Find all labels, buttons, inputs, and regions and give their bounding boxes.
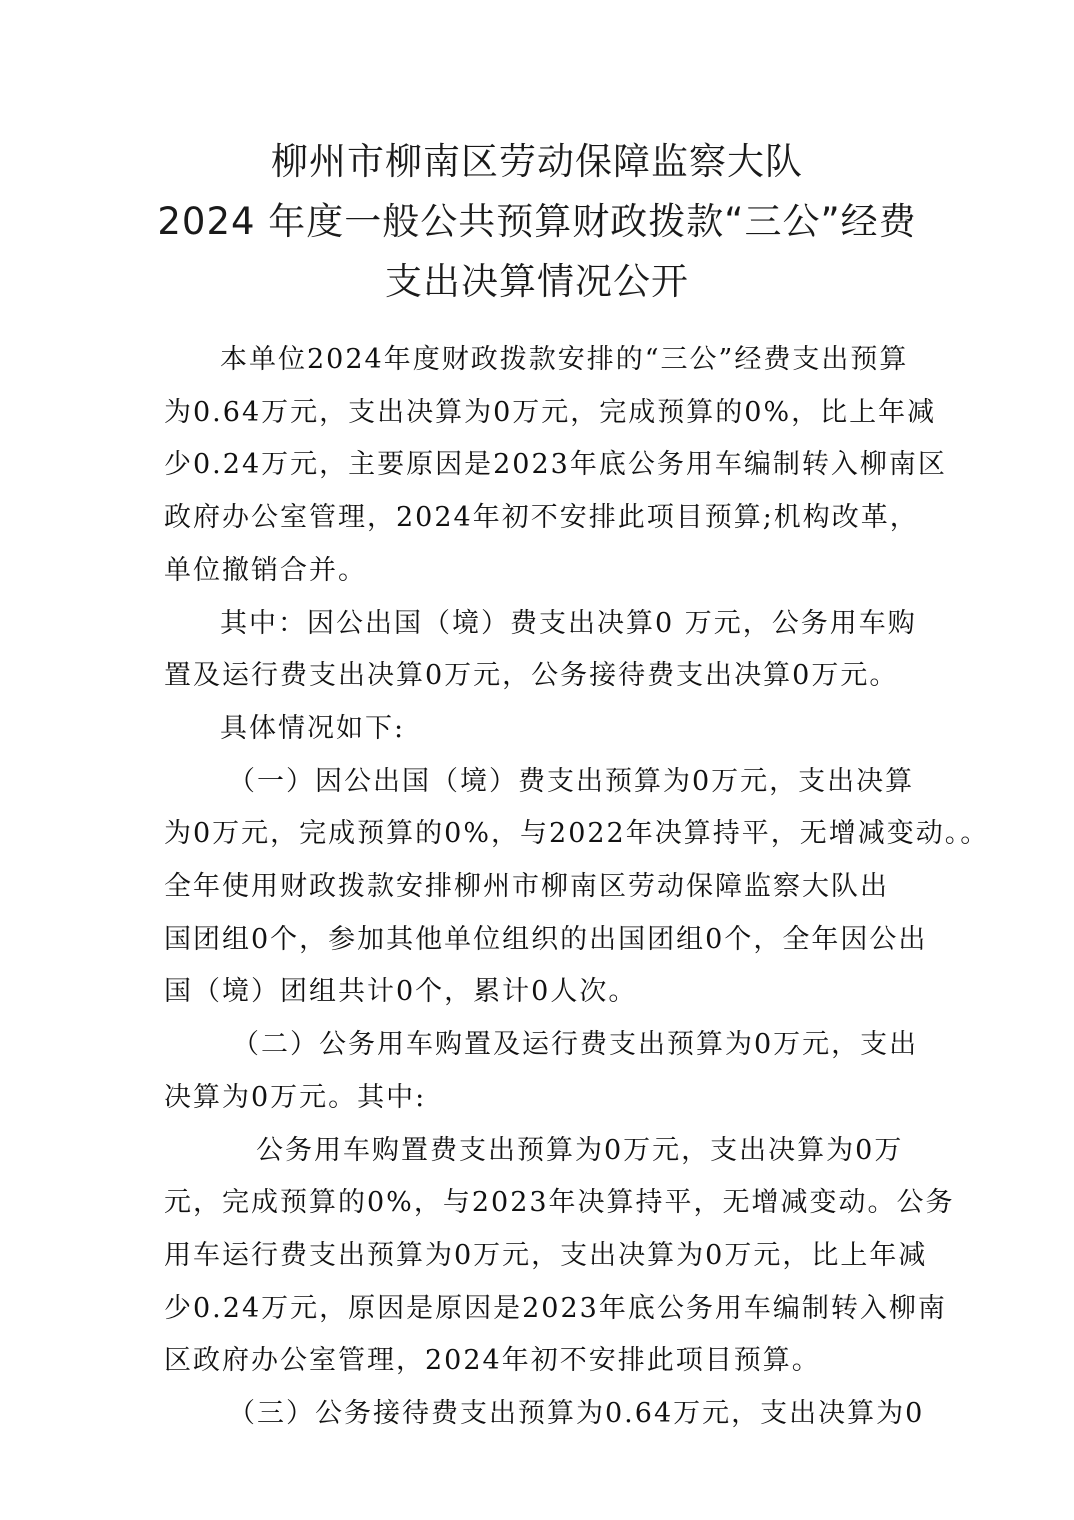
text-line: 元，完成预算的0%，与2023年决算持平，无增减变动。公务 xyxy=(164,1187,955,1219)
text-line: （三）公务接待费支出预算为0.64万元，支出决算为0 xyxy=(228,1398,925,1430)
paragraph-details-intro xyxy=(164,703,924,756)
text-line: 区政府办公室管理，2024年初不安排此项目预算。 xyxy=(164,1345,821,1377)
text-line: （一）因公出国（境）费支出预算为0万元，支出决算 xyxy=(228,765,915,797)
paragraph-breakdown xyxy=(164,598,924,703)
text-line: 其中：因公出国（境）费支出决算0 万元，公务用车购 xyxy=(220,607,917,639)
title-line-subject: 2024 年度一般公共预算财政拨款“三公”经费 xyxy=(157,200,917,243)
document-title xyxy=(120,132,954,312)
text-line: 决算为0万元。其中: xyxy=(164,1081,427,1113)
title-line-report: 支出决算情况公开 xyxy=(385,260,689,303)
paragraph-section-three xyxy=(164,1388,924,1441)
text-line: （二）公务用车购置及运行费支出预算为0万元，支出 xyxy=(232,1029,919,1061)
text-line: 公务用车购置费支出预算为0万元，支出决算为0万 xyxy=(256,1134,904,1166)
text-line: 本单位2024年度财政拨款安排的“三公”经费支出预算 xyxy=(220,344,909,375)
text-line: 国（境）团组共计0个，累计0人次。 xyxy=(164,976,638,1008)
paragraph-vehicle-costs xyxy=(164,1125,955,1389)
paragraph-section-one xyxy=(164,756,990,1020)
text-line: 用车运行费支出预算为0万元，支出决算为0万元，比上年减 xyxy=(164,1239,928,1271)
text-line: 为0.64万元，支出决算为0万元，完成预算的0%，比上年减 xyxy=(164,396,937,428)
text-line: 置及运行费支出决算0万元，公务接待费支出决算0万元。 xyxy=(164,660,899,692)
text-line: 全年使用财政拨款安排柳州市柳南区劳动保障监察大队出 xyxy=(164,871,889,903)
text-line: 国团组0个，参加其他单位组织的出国团组0个，全年因公出 xyxy=(164,923,928,955)
paragraph-section-two xyxy=(164,1019,924,1124)
title-line-unit: 柳州市柳南区劳动保障监察大队 xyxy=(271,140,803,183)
text-line: 为0万元，完成预算的0%，与2022年决算持平，无增减变动。。 xyxy=(164,818,990,850)
text-line: 政府办公室管理，2024年初不安排此项目预算;机构改革， xyxy=(164,502,919,534)
text-line: 单位撤销合并。 xyxy=(164,554,367,586)
document-body xyxy=(164,334,990,1441)
paragraph-budget-summary xyxy=(164,334,947,598)
text-line: 具体情况如下: xyxy=(220,712,406,744)
text-line: 少0.24万元，主要原因是2023年底公务用车编制转入柳南区 xyxy=(164,449,947,481)
text-line: 少0.24万元，原因是原因是2023年底公务用车编制转入柳南 xyxy=(164,1292,947,1324)
